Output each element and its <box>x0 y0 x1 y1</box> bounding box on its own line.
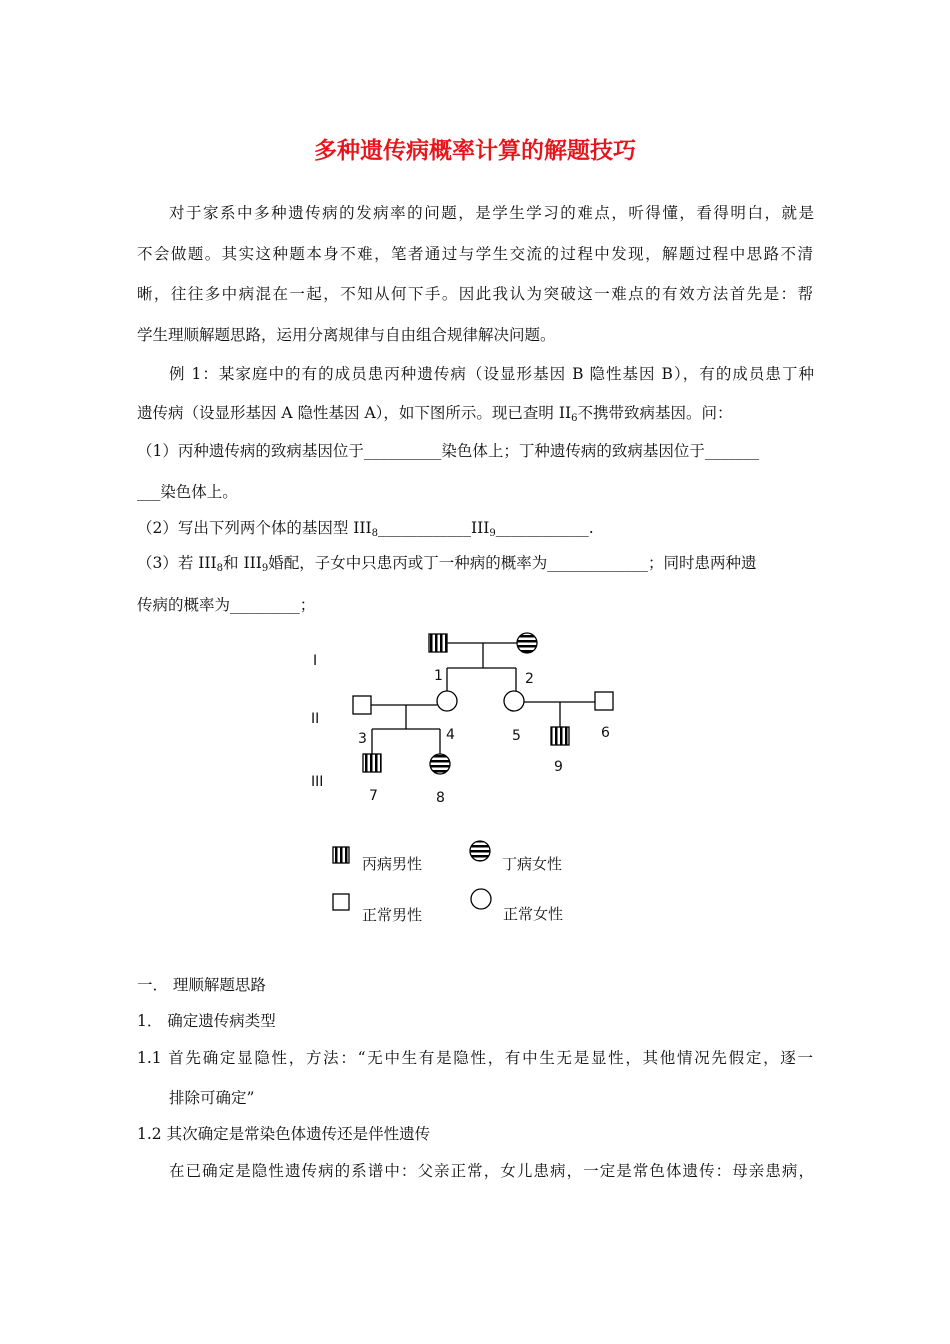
member-label-6: 6 <box>601 725 610 741</box>
legend-normal-male-label: 正常男性 <box>362 906 423 924</box>
legend-normal-female-label: 正常女性 <box>503 905 564 923</box>
member-label-1: 1 <box>434 668 443 684</box>
member-2-affected-female <box>517 633 537 653</box>
member-9-affected-male <box>551 727 569 745</box>
member-3-normal-male <box>353 696 371 714</box>
generation-label-II: II <box>311 711 320 727</box>
legend-affected-female-icon <box>470 841 490 861</box>
intro-line-3: 晰，往往多中病混在一起，不知从何下手。因此我认为突破这一难点的有效方法首先是：帮 <box>137 285 813 303</box>
member-4-normal-female <box>437 691 457 711</box>
member-label-4: 4 <box>446 727 455 743</box>
intro-line-1: 对于家系中多种遗传病的发病率的问题，是学生学习的难点，听得懂，看得明白，就是 <box>169 204 814 222</box>
example-line-1: 例 1：某家庭中的有的成员患丙种遗传病（设显形基因 B 隐性基因 B），有的成员患丁种 <box>169 365 814 383</box>
question-2: （2）写出下列两个体的基因型 $III_8\_\_\_\_\_\_\_\_\_\_\_\_III_9\_\_\_\_\_\_\_\_\_\_\_\_$. <box>137 519 594 539</box>
section-1-1-1-line-2: 排除可确定” <box>169 1089 255 1107</box>
example-line-2: 遗传病（设显形基因 A 隐性基因 A），如下图所示。现已查明 $II_6$不携带致病基因。问： <box>137 404 733 424</box>
legend-normal-female-icon <box>471 889 491 909</box>
generation-label-I: I <box>313 653 318 669</box>
section-1-1-2-text: 在已确定是隐性遗传病的系谱中：父亲正常，女儿患病，一定是常色体遗传：母亲患病， <box>169 1162 814 1180</box>
intro-line-4: 学生理顺解题思路，运用分离规律与自由组合规律解决问题。 <box>137 326 556 344</box>
member-label-8: 8 <box>436 790 445 806</box>
question-3-line-2: 传病的概率为_________； <box>137 596 316 614</box>
member-label-2: 2 <box>525 671 534 687</box>
section-1-1-heading: 1． 确定遗传病类型 <box>137 1012 276 1030</box>
member-label-7: 7 <box>369 788 378 804</box>
legend-affected-female-label: 丁病女性 <box>502 855 563 873</box>
section-1-1-2-heading: 1.2 其次确定是常染色体遗传还是伴性遗传 <box>137 1125 431 1143</box>
member-7-affected-male <box>363 754 381 772</box>
member-8-affected-female <box>430 754 450 774</box>
legend-affected-male-icon <box>333 847 349 863</box>
member-label-5: 5 <box>512 728 521 744</box>
member-label-9: 9 <box>554 759 563 775</box>
legend-normal-male-icon <box>333 894 349 910</box>
generation-label-III: III <box>311 774 324 790</box>
legend-affected-male-label: 丙病男性 <box>362 855 423 873</box>
question-1-line-2: ___染色体上。 <box>137 483 238 501</box>
member-label-3: 3 <box>358 731 367 747</box>
question-3-line-1: （3）若 $III_8$和 $III_9$婚配，子女中只患丙或丁一种病的概率为_____________；同时患两种遗 <box>137 554 757 574</box>
intro-line-2: 不会做题。其实这种题本身不难，笔者通过与学生交流的过程中发现，解题过程中思路不清 <box>137 245 813 263</box>
member-1-affected-male <box>429 634 447 652</box>
member-5-normal-female <box>504 691 524 711</box>
question-1-line-1: （1）丙种遗传病的致病基因位于__________染色体上；丁种遗传病的致病基因位于_______ <box>137 442 760 460</box>
document-title: 多种遗传病概率计算的解题技巧 <box>314 138 636 164</box>
section-1-1-1-line-1: 1.1 首先确定显隐性，方法：“无中生有是隐性，有中生无是显性，其他情况先假定，逐一 <box>137 1049 813 1067</box>
section-1-heading: 一． 理顺解题思路 <box>137 976 266 994</box>
member-6-normal-male <box>595 692 613 710</box>
